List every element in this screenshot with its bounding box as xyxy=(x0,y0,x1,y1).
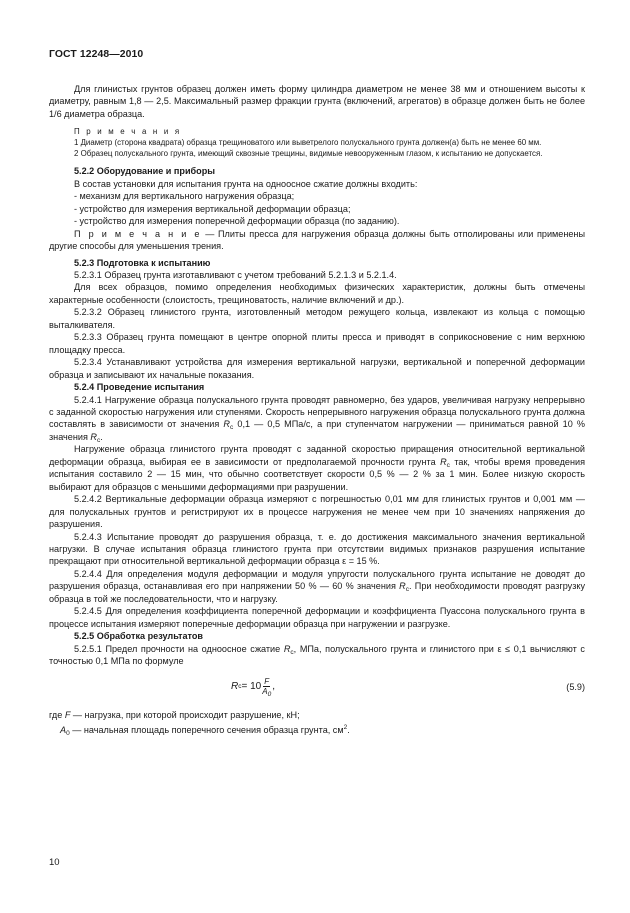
standard-header: ГОСТ 12248—2010 xyxy=(49,49,144,60)
para-5-2-3-1: 5.2.3.1 Образец грунта изготавливают с учетом требований 5.2.1.3 и 5.2.1.4. xyxy=(74,269,397,280)
equipment-note-label: П р и м е ч а н и е xyxy=(74,228,202,239)
para-5-2-3-1-cont: Для всех образцов, помимо определения необходимых физических характеристик, должны быть отмечены характерные особенности (слоистость, трещиноватость, наличие включений и др.). xyxy=(49,282,585,305)
equipment-note xyxy=(49,228,585,253)
formula-number: (5.9) xyxy=(566,682,585,693)
para-5-2-4-4: 5.2.4.4 Для определения модуля деформации и модуля упругости полускального грунта испытание не доводят до разрушения образца, останавливая его при напряжении 50 % — 60 % значения $R_c$. При необходимости проводят разгрузку образца в той же последовательности, что и нагрузку. xyxy=(49,568,585,604)
intro-paragraph: Для глинистых грунтов образец должен иметь форму цилиндра диаметром не менее 38 мм и отношением высоты к диаметру, равным 1,8 — 2,5. Максимальный размер фракции грунта (включений, агрегатов) в образце должен быть не более 1/6 диаметра образца. xyxy=(49,84,585,119)
section-heading-5-2-2: 5.2.2 Оборудование и приборы xyxy=(74,166,216,177)
note-item-1: 1 Диаметр (сторона квадрата) образца трещиноватого или выветрелого полускального грунта должен(а) быть не менее 60 мм. xyxy=(74,138,542,148)
formula-definitions xyxy=(49,709,585,736)
equipment-item-2: - устройство для измерения вертикальной деформации образца; xyxy=(74,203,351,214)
para-5-2-4-5: 5.2.4.5 Для определения коэффициента поперечной деформации и коэффициента Пуассона полускального грунта в процессе испытания измеряют поперечные деформации образца при нагружении и разгрузке. xyxy=(49,606,585,629)
para-5-2-3-2: 5.2.3.2 Образец глинистого грунта, изготовленный методом режущего кольца, извлекают из кольца с помощью выталкивателя. xyxy=(49,307,585,330)
para-5-2-3-4: 5.2.3.4 Устанавливают устройства для измерения вертикальной нагрузки, вертикальной и поперечной деформации образца и записывают их начальные показания. xyxy=(49,357,585,380)
page-number: 10 xyxy=(49,857,60,868)
para-5-2-4-1: 5.2.4.1 Нагружение образца полускального грунта проводят равномерно, без ударов, увеличивая нагрузку непрерывно с заданной скоростью нагружения или ступенями. Скорость непрерывного нагружения образца полускального грунта должна составлять в зависимости от значения $R_c$ 0,1 — 0,5 МПа/с, а при ступенчатом нагружении — приниматься равной 10 % значения $R_c$. xyxy=(49,394,586,444)
formula-fraction: $\frac{F}{A_0}$ xyxy=(262,677,272,699)
equipment-item-3: - устройство для измерения поперечной деформации образца (по заданию). xyxy=(74,216,400,227)
section-heading-5-2-5: 5.2.5 Обработка результатов xyxy=(74,631,203,642)
section-heading-5-2-3: 5.2.3 Подготовка к испытанию xyxy=(74,257,211,268)
para-5-2-4-3: 5.2.4.3 Испытание проводят до разрушения образца, т. е. до достижения максимального значения вертикальной нагрузки. В случае испытания образца глинистого грунта при отсутствии видимых признаков разрушения испытание прекращают при относительной вертикальной деформации образца ε = 15 %. xyxy=(49,531,585,567)
definition-A0: $A_0$ — начальная площадь поперечного сечения образца грунта, $см^2$. xyxy=(60,723,350,737)
para-5-2-4-1-clay: Нагружение образца глинистого грунта проводят с заданной скоростью приращения относительной вертикальной деформации образца, выбирая ее в зависимости от предполагаемой прочности грунта $R_c$ так, чтобы время проведения испытания составило 2 — 15 мин, что обычно соответствует скорости 0,5 % — 2 % за 1 мин. Более низкую скорость выбирают для образцов с меньшими деформациями при разрушении. xyxy=(49,444,585,492)
note-item-2: 2 Образец полускального грунта, имеющий сквозные трещины, видимые невооруженным глазом, к испытанию не допускается. xyxy=(74,149,543,159)
equipment-note-text: — Плиты пресса для нагружения образца должны быть отполированы или применены другие способы для уменьшения трения. xyxy=(49,228,585,252)
formula-expression: R c = 10 $\frac{F}{A_0}$ , xyxy=(231,677,275,699)
notes-title: П р и м е ч а н и я xyxy=(74,127,182,137)
equipment-item-1: - механизм для вертикального нагружения образца; xyxy=(74,191,295,202)
formula-5-9 xyxy=(49,673,585,705)
equipment-lead: В состав установки для испытания грунта на одноосное сжатие должны входить: xyxy=(74,178,418,189)
para-5-2-3-3: 5.2.3.3 Образец грунта помещают в центре опорной плиты пресса и приводят в соприкосновение с ним верхнюю площадку пресса. xyxy=(49,332,585,355)
para-5-2-4-2: 5.2.4.2 Вертикальные деформации образца измеряют с погрешностью 0,01 мм для глинистых грунтов и 0,001 мм — для полускальных грунтов и регистрируют их в процессе нагружения не менее чем при 10 значениях напряжения до разрушения. xyxy=(49,494,585,530)
para-5-2-5-1: 5.2.5.1 Предел прочности на одноосное сжатие $R_c$, МПа, полускального грунта и глинистого при ε ≤ 0,1 вычисляют с точностью 0,1 МПа по формуле xyxy=(49,643,585,667)
section-heading-5-2-4: 5.2.4 Проведение испытания xyxy=(74,382,205,393)
document-body xyxy=(49,83,585,736)
definition-F: где F — нагрузка, при которой происходит разрушение, кН; xyxy=(49,710,300,721)
